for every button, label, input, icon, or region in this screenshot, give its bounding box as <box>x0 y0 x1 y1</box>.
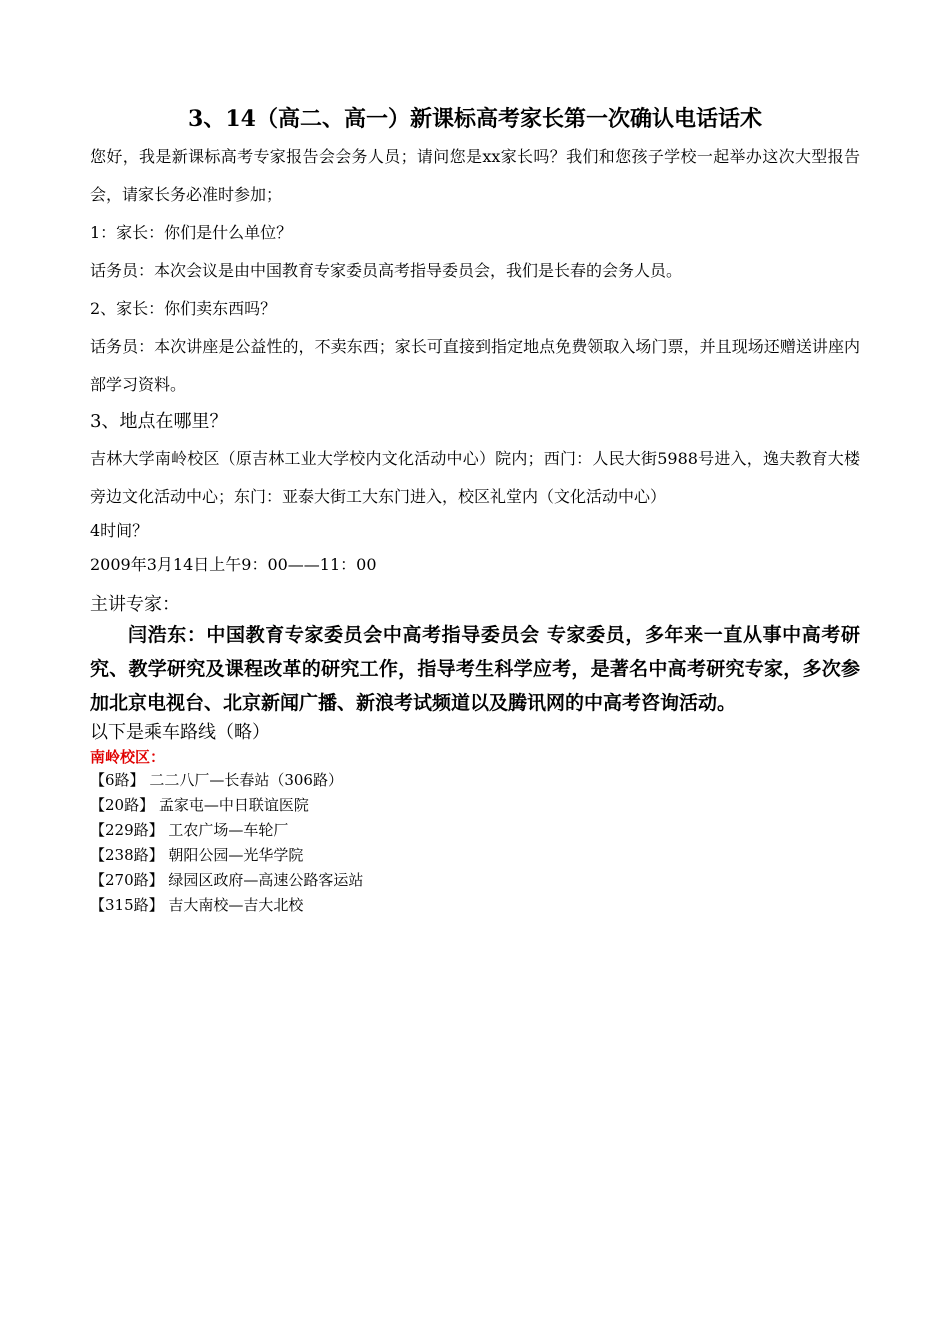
document-title: 3、14（高二、高一）新课标高考家长第一次确认电话话术 <box>188 106 762 132</box>
route-item <box>90 843 860 868</box>
question-3: 3、地点在哪里？ <box>90 411 228 432</box>
answer-4: 2009年3月14日上午9：00——11：00 <box>90 555 377 574</box>
route-description: 吉大南校—吉大北校 <box>168 896 304 914</box>
route-number: 【20路】 <box>90 796 155 814</box>
route-item <box>90 893 860 918</box>
answer-1: 话务员：本次会议是由中国教育专家委员高考指导委员会，我们是长春的会务人员。 <box>90 261 683 280</box>
route-description: 绿园区政府—高速公路客运站 <box>168 871 364 889</box>
route-number: 【6路】 <box>90 771 145 789</box>
route-description: 工农广场—车轮厂 <box>168 821 289 839</box>
question-2: 2、家长：你们卖东西吗？ <box>90 299 277 318</box>
campus-label: 南岭校区： <box>90 748 166 766</box>
expert-bio: 闫浩东：中国教育专家委员会中高考指导委员会 专家委员，多年来一直从事中高考研究、教学研究及课程改革的研究工作，指导考生科学应考，是著名中高考研究专家，多次参加北京电视台、北京新闻广播、新浪考试频道以及腾讯网的中高考咨询活动。 <box>90 624 860 714</box>
answer-2: 话务员：本次讲座是公益性的，不卖东西；家长可直接到指定地点免费领取入场门票，并且现场还赠送讲座内部学习资料。 <box>90 337 860 394</box>
route-list <box>90 768 860 918</box>
route-number: 【229路】 <box>90 821 164 839</box>
route-description: 孟家屯—中日联谊医院 <box>158 796 309 814</box>
answer-3: 吉林大学南岭校区（原吉林工业大学校内文化活动中心）院内；西门：人民大街5988号进入，逸夫教育大楼旁边文化活动中心；东门：亚泰大街工大东门进入，校区礼堂内（文化活动中心） <box>90 449 860 506</box>
route-number: 【315路】 <box>90 896 164 914</box>
route-description: 二二八厂—长春站（306路） <box>149 771 343 789</box>
routes-heading: 以下是乘车路线（略） <box>90 722 270 743</box>
question-1: 1：家长：你们是什么单位？ <box>90 223 293 242</box>
document-page <box>90 104 860 918</box>
question-4: 4时间？ <box>90 521 149 540</box>
route-item <box>90 793 860 818</box>
intro-paragraph: 您好，我是新课标高考专家报告会会务人员；请问您是xx家长吗？我们和您孩子学校一起举办这次大型报告会，请家长务必准时参加； <box>90 147 860 204</box>
route-item <box>90 868 860 893</box>
route-item <box>90 768 860 793</box>
route-number: 【238路】 <box>90 846 164 864</box>
route-description: 朝阳公园—光华学院 <box>168 846 304 864</box>
route-number: 【270路】 <box>90 871 164 889</box>
expert-label: 主讲专家： <box>90 594 180 615</box>
route-item <box>90 818 860 843</box>
